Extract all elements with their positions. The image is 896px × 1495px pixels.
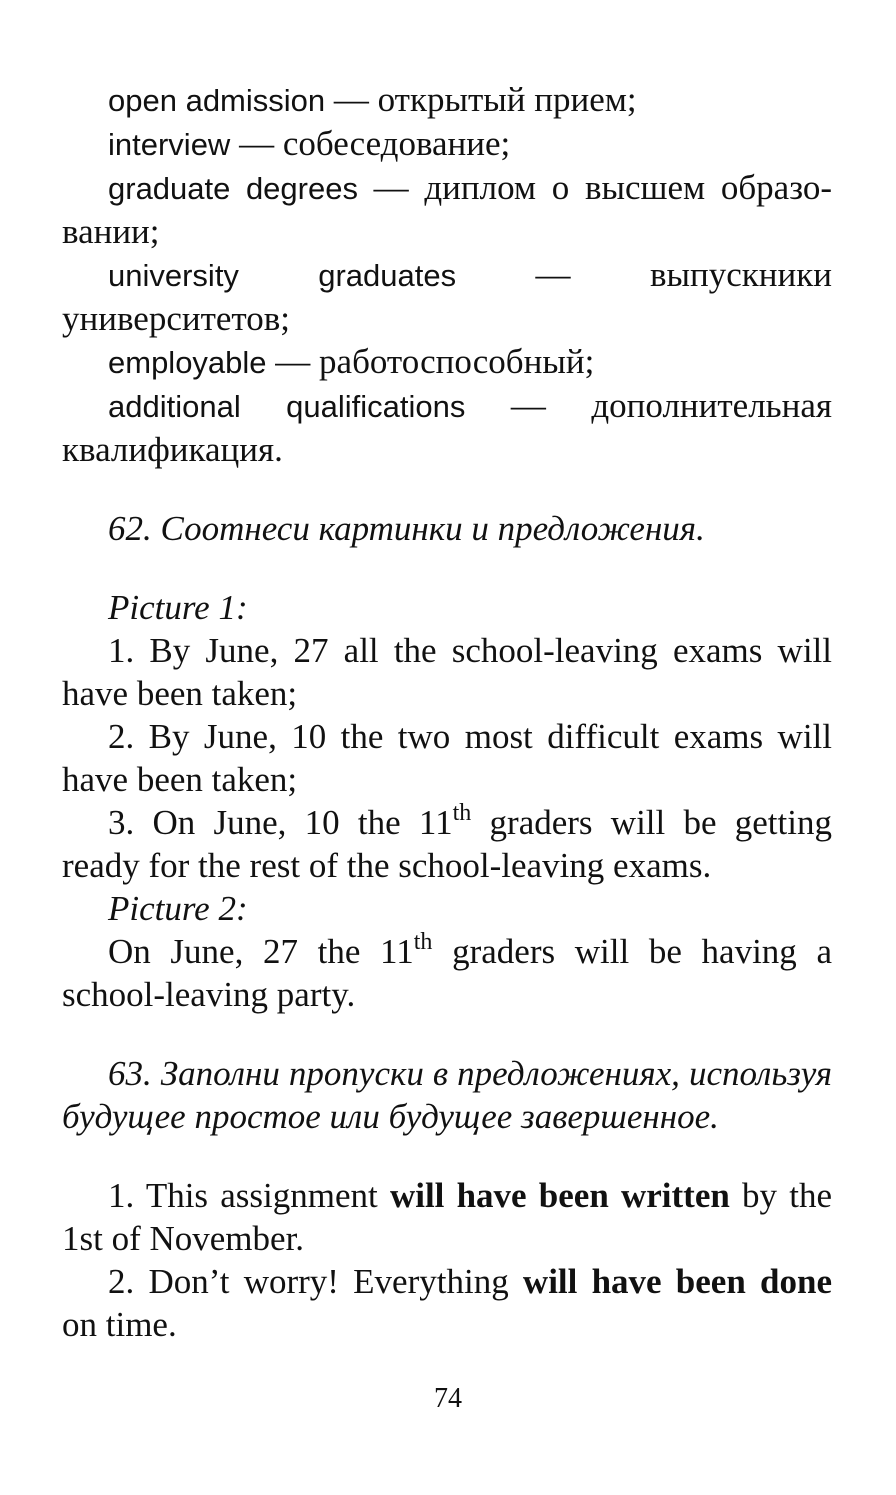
sentence-part: graders will be having a school-leaving party. <box>62 932 832 1014</box>
dash: — <box>465 386 592 425</box>
task-63-sentence-2 <box>62 1260 832 1346</box>
picture-1-label: Picture 1: <box>108 588 248 627</box>
glossary-translation: диплом о высшем образо-вании; <box>62 168 832 251</box>
task-63-sentence-1 <box>62 1174 832 1260</box>
picture-2-sentence <box>62 930 832 1016</box>
glossary-term: graduate degrees <box>108 171 358 206</box>
glossary-translation: работоспособный; <box>319 342 595 381</box>
glossary-translation: выпускники университетов; <box>62 255 832 338</box>
glossary-item <box>62 253 832 340</box>
superscript: th <box>452 800 472 826</box>
sentence-part: On June, 27 the 11 <box>108 932 414 971</box>
glossary-item <box>62 166 832 253</box>
dash: — <box>230 124 283 163</box>
page-number: 74 <box>434 1383 462 1414</box>
sentence-part: 1. This assignment <box>108 1176 390 1215</box>
glossary-translation: собеседование; <box>282 124 511 163</box>
glossary-term: interview <box>108 127 231 162</box>
page-content <box>62 78 832 1346</box>
sentence-part: by the 1st of November. <box>62 1176 833 1258</box>
glossary-term: university graduates <box>108 258 457 293</box>
glossary-item <box>62 78 832 122</box>
glossary-translation: дополнительная квалификация. <box>62 386 832 469</box>
glossary-item <box>62 122 832 166</box>
picture-1-sentence-2: 2. By June, 10 the two most difficult exams will have been taken; <box>62 717 832 799</box>
dash: — <box>357 168 425 207</box>
task-63-heading: 63. Заполни пропуски в предложениях, используя будущее простое или будущее завершенное. <box>62 1054 832 1136</box>
answer-bold: will have been written <box>389 1176 730 1215</box>
picture-1-sentence-1: 1. By June, 27 all the school-leaving exams will have been taken; <box>62 631 832 713</box>
glossary-term: additional qualifications <box>108 389 466 424</box>
glossary-term: employable <box>108 345 267 380</box>
picture-1-sentence-3 <box>62 801 832 887</box>
answer-bold: will have been done <box>522 1262 832 1301</box>
dash: — <box>456 255 650 294</box>
dash: — <box>325 80 378 119</box>
dash: — <box>266 342 320 381</box>
picture-2-label: Picture 2: <box>108 889 248 928</box>
glossary-translation: открытый прием; <box>377 80 637 119</box>
superscript: th <box>413 929 433 955</box>
sentence-part: graders will be getting ready for the rest of the school-leaving exams. <box>62 803 832 885</box>
glossary-item <box>62 340 832 384</box>
glossary-item <box>62 384 832 471</box>
sentence-part: 3. On June, 10 the 11 <box>108 803 453 842</box>
task-62-heading: 62. Соотнеси картинки и предложения. <box>108 509 705 548</box>
sentence-part: on time. <box>62 1305 177 1344</box>
sentence-part: 2. Don’t worry! Everything <box>108 1262 523 1301</box>
glossary-term: open admission <box>108 83 326 118</box>
